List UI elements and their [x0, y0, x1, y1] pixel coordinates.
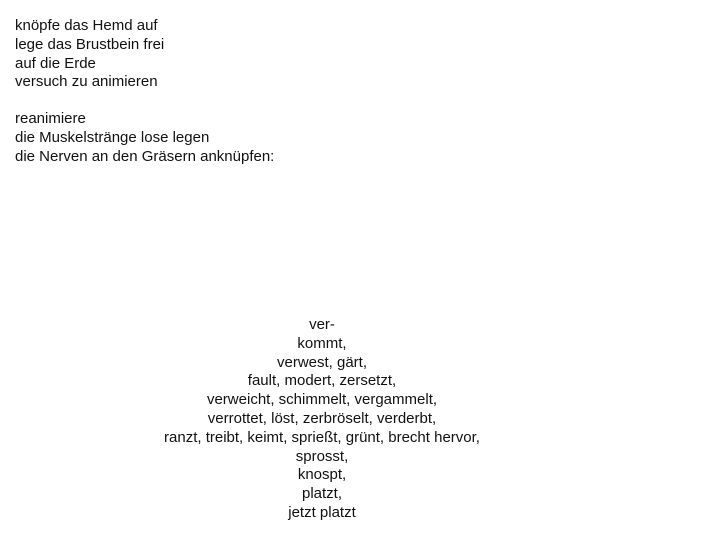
poem-line: versuch zu animieren [15, 73, 158, 91]
shape-poem-line: jetzt platzt [288, 503, 356, 521]
poem-line: reanimiere [15, 110, 86, 127]
shape-poem-line: ranzt, treibt, keimt, sprießt, grünt, brecht hervor, [164, 428, 480, 446]
shape-poem [0, 316, 644, 523]
poem-line: die Nerven an den Gräsern anknüpfen: [15, 147, 275, 165]
shape-poem-line: verrottet, löst, zerbröselt, verderbt, [207, 409, 437, 427]
shape-poem-line: kommt, [297, 334, 347, 352]
poem-line: auf die Erde [15, 54, 96, 72]
shape-poem-line: knospt, [297, 466, 347, 484]
shape-poem-line: verwest, gärt, [276, 353, 368, 371]
shape-poem-line: sprosst, [295, 447, 349, 465]
shape-poem-line: verweicht, schimmelt, vergammelt, [206, 391, 438, 409]
poem-line: lege das Brustbein frei [15, 35, 165, 53]
shape-poem-line: fault, modert, zersetzt, [247, 372, 397, 390]
poem-line: die Muskelstränge lose legen [15, 128, 210, 146]
shape-poem-line: platzt, [301, 485, 343, 503]
stanza-2 [15, 110, 274, 166]
poem-line: knöpfe das Hemd auf [15, 17, 158, 34]
shape-poem-line: ver- [309, 316, 335, 333]
stanza-1 [15, 17, 164, 92]
